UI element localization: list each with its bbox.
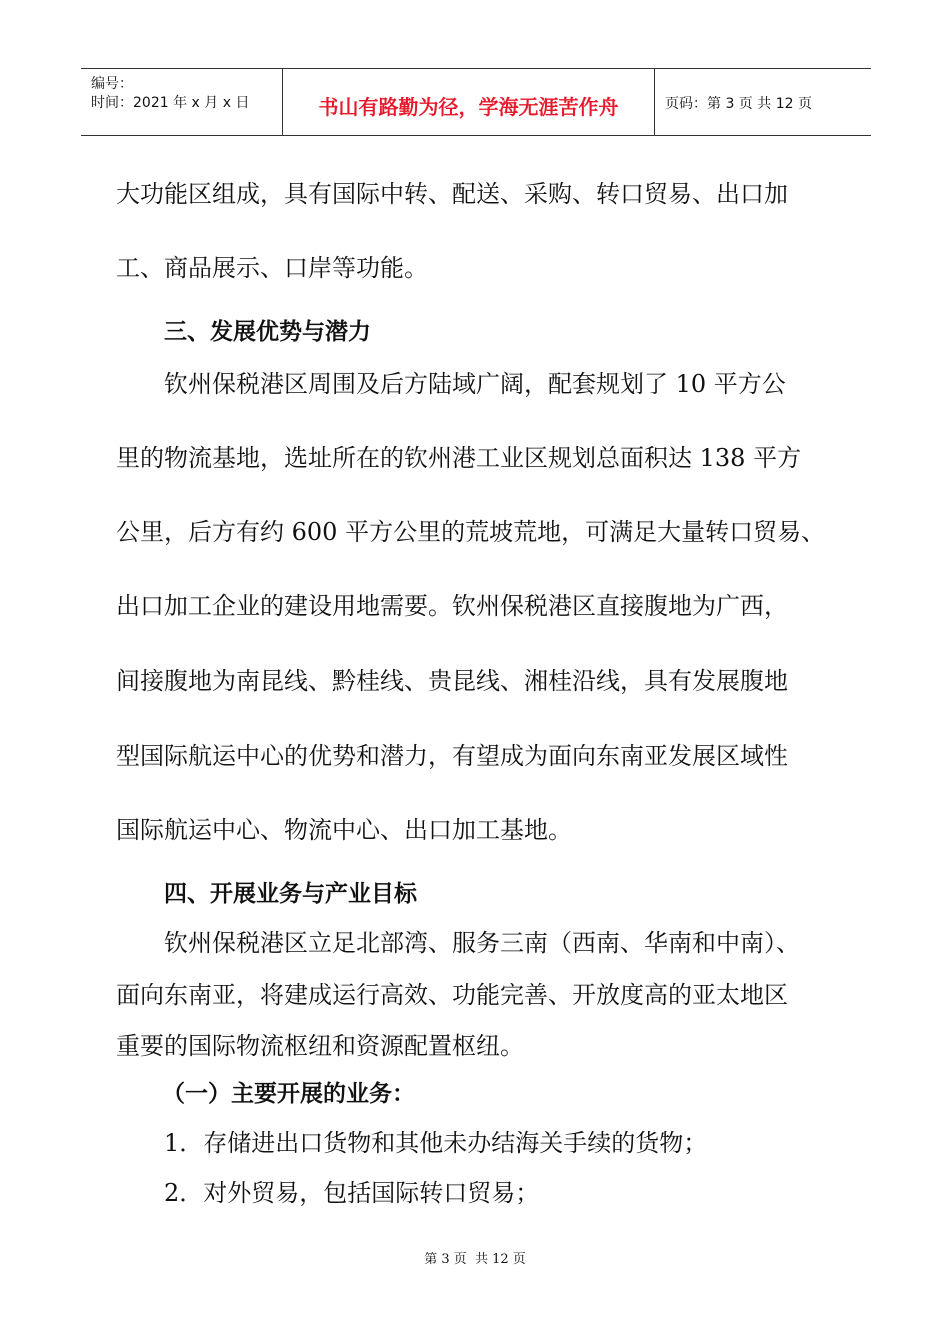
- body-line: 公里，后方有约 600 平方公里的荒坡荒地，可满足大量转口贸易、: [116, 518, 826, 546]
- list-item: 2．对外贸易，包括国际转口贸易；: [164, 1179, 540, 1207]
- serial-label: 编号：: [91, 76, 133, 92]
- body-line: 钦州保税港区立足北部湾、服务三南（西南、华南和中南）、: [164, 929, 800, 957]
- page-info: 页码：第 3 页 共 12 页: [665, 96, 812, 112]
- header-meta-cell: [81, 69, 282, 135]
- time-label: 时间：2021 年 x 月 x 日: [91, 95, 250, 111]
- body-line: 里的物流基地，选址所在的钦州港工业区规划总面积达 138 平方: [116, 444, 802, 472]
- subsection-heading: （一）主要开展的业务：: [162, 1081, 415, 1107]
- motto-text: 书山有路勤为径，学海无涯苦作舟: [318, 95, 619, 119]
- body-line: 大功能区组成，具有国际中转、配送、采购、转口贸易、出口加: [116, 180, 788, 208]
- section-heading: 三、发展优势与潜力: [164, 319, 371, 345]
- body-line: 工、商品展示、口岸等功能。: [116, 254, 428, 282]
- list-item: 1．存储进出口货物和其他未办结海关手续的货物；: [164, 1129, 708, 1157]
- body-line: 重要的国际物流枢纽和资源配置枢纽。: [116, 1032, 524, 1060]
- header-motto-cell: [282, 69, 654, 135]
- body-line: 钦州保税港区周围及后方陆域广阔，配套规划了 10 平方公: [164, 370, 786, 398]
- body-line: 型国际航运中心的优势和潜力，有望成为面向东南亚发展区域性: [116, 742, 788, 770]
- page-header: [81, 68, 871, 136]
- body-line: 间接腹地为南昆线、黔桂线、贵昆线、湘桂沿线，具有发展腹地: [116, 667, 788, 695]
- body-line: 面向东南亚，将建成运行高效、功能完善、开放度高的亚太地区: [116, 981, 788, 1009]
- body-line: 国际航运中心、物流中心、出口加工基地。: [116, 816, 572, 844]
- page-footer: 第 3 页 共 12 页: [424, 1252, 526, 1267]
- section-heading: 四、开展业务与产业目标: [164, 881, 417, 907]
- header-page-cell: [654, 69, 871, 135]
- body-line: 出口加工企业的建设用地需要。钦州保税港区直接腹地为广西，: [116, 592, 788, 620]
